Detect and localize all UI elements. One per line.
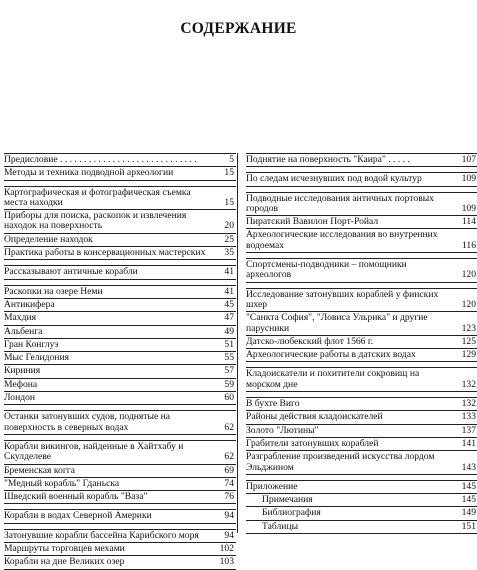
- toc-entry-page: 47: [224, 312, 234, 324]
- toc-entry-page: 62: [224, 421, 234, 433]
- toc-entry-page: 57: [224, 365, 234, 377]
- column-divider: [237, 153, 238, 533]
- toc-entry-page: 35: [224, 247, 234, 259]
- toc-left-column: [4, 153, 236, 570]
- toc-entry-page: 123: [461, 322, 476, 334]
- toc-entry-page: 55: [224, 352, 234, 364]
- toc-entry: [246, 521, 477, 534]
- toc-entry: [246, 336, 477, 349]
- toc-entry: [4, 210, 236, 234]
- toc-entry-title: Районы действия кладоискателей: [246, 411, 383, 423]
- toc-entry: [246, 312, 477, 336]
- toc-entry-title: Исследование затонувших кораблей у финских шхер: [246, 288, 439, 310]
- toc-entry-title: "Санкта София", "Ловиса Ульрика" и другие парусники: [246, 312, 428, 334]
- toc-entry-title: Грабители затонувших кораблей: [246, 437, 379, 449]
- toc-entry-title: Шведский военный корабль "Ваза": [4, 491, 148, 503]
- toc-entry-title: Примечания: [262, 494, 313, 506]
- toc-entry-title: Археологические работы в датских водах: [246, 349, 416, 361]
- toc-entry-page: 125: [461, 335, 476, 347]
- toc-entry: [246, 397, 477, 411]
- toc-entry-page: 51: [224, 338, 234, 350]
- toc-entry-page: 41: [224, 285, 234, 297]
- toc-entry-page: 109: [461, 202, 476, 214]
- toc-entry-page: 109: [461, 173, 476, 185]
- toc-entry-title: Кладоискатели и похитители сокровищ на морском дне: [246, 368, 420, 390]
- toc-entry: [4, 365, 236, 378]
- toc-entry-title: Датско-любекский флот 1566 г.: [246, 335, 374, 347]
- toc-entry-page: 76: [224, 491, 234, 503]
- toc-entry-page: 60: [224, 392, 234, 404]
- toc-entry-title: Альбенга: [4, 325, 43, 337]
- toc-entry-title: Поднятие на поверхность "Каира" . . . . .: [246, 154, 410, 165]
- toc-entry-title: Махдия: [4, 312, 37, 324]
- toc-entry-page: 149: [461, 507, 476, 519]
- toc-entry-title: Лондон: [4, 392, 36, 404]
- toc-entry-title: Мефона: [4, 378, 38, 390]
- toc-entry-title: Спортсмены-подводники – помощники археологов: [246, 259, 407, 281]
- toc-entry-page: 62: [224, 451, 234, 463]
- toc-entry-page: 103: [219, 556, 234, 568]
- toc-entry-title: Золото "Лютины": [246, 424, 319, 436]
- toc-entry-title: Приложение: [246, 480, 298, 492]
- toc-entry-page: 141: [461, 437, 476, 449]
- toc-entry: [4, 247, 236, 260]
- toc-right-column: [246, 153, 477, 534]
- toc-entry: [246, 192, 477, 217]
- toc-entry-page: 145: [461, 494, 476, 506]
- page-title: СОДЕРЖАНИЕ: [180, 20, 297, 37]
- toc-entry: [4, 167, 236, 180]
- toc-entry: [4, 478, 236, 491]
- toc-entry: [4, 379, 236, 392]
- toc-entry-page: 69: [224, 464, 234, 476]
- toc-entry-page: 94: [224, 510, 234, 522]
- toc-entry-title: Затонувшие корабли бассейна Карибского моря: [4, 529, 199, 541]
- toc-entry: [246, 507, 477, 520]
- toc-entry: [4, 234, 236, 247]
- toc-entry-title: В бухте Виго: [246, 398, 300, 410]
- toc-entry: [246, 367, 477, 392]
- toc-entry: [4, 339, 236, 352]
- toc-entry: [4, 154, 236, 167]
- toc-entry-title: Корабли на дне Великих озер: [4, 556, 125, 568]
- toc-entry: [4, 556, 236, 569]
- toc-entry-page: 132: [461, 378, 476, 390]
- toc-entry: [4, 543, 236, 556]
- toc-entry-page: 133: [461, 411, 476, 423]
- toc-entry: [4, 440, 236, 465]
- toc-entry-page: 5: [229, 154, 234, 165]
- toc-entry-title: Кириния: [4, 365, 41, 377]
- toc-entry-page: 129: [461, 349, 476, 361]
- toc-entry-page: 15: [224, 167, 234, 179]
- toc-entry-page: 137: [461, 424, 476, 436]
- toc-entry-title: "Медный корабль" Гданьска: [4, 477, 120, 489]
- toc-entry: [4, 299, 236, 312]
- toc-entry: [4, 491, 236, 504]
- toc-entry-title: Картографическая и фотографическая съемка места находки: [4, 186, 191, 208]
- toc-entry-title: Таблицы: [262, 520, 299, 532]
- toc-entry-page: 145: [461, 480, 476, 492]
- toc-entry: [246, 258, 477, 283]
- toc-entry-page: 132: [461, 398, 476, 410]
- toc-entry-page: 116: [461, 239, 476, 251]
- toc-entry-page: 45: [224, 298, 234, 310]
- toc-entry-title: Пиратский Вавилон Порт-Ройал: [246, 216, 379, 228]
- toc-entry: [246, 229, 477, 253]
- toc-entry: [246, 494, 477, 507]
- toc-entry-title: Практика работы в консервационных мастерских: [4, 247, 206, 259]
- toc-entry-title: Определение находок: [4, 233, 93, 245]
- toc-entry-page: 114: [461, 216, 476, 228]
- toc-entry: [4, 392, 236, 405]
- toc-entry: [246, 216, 477, 229]
- toc-entry-page: 120: [461, 298, 476, 310]
- toc-entry-page: 25: [224, 233, 234, 245]
- toc-entry-title: Корабли викингов, найденные в Хайтхабу и Скулделеве: [4, 440, 184, 463]
- toc-entry: [4, 326, 236, 339]
- toc-entry-page: 120: [461, 269, 476, 281]
- toc-entry: [4, 465, 236, 478]
- toc-entry-title: Приборы для поиска, раскопок и извлечения находок на поверхность: [4, 210, 187, 232]
- toc-entry-title: Мыс Гелидония: [4, 352, 69, 364]
- toc-entry-title: Методы и техника подводной археологии: [4, 167, 174, 179]
- toc-entry: [4, 285, 236, 299]
- toc-entry: [4, 186, 236, 211]
- toc-entry: [246, 451, 477, 475]
- toc-entry-title: По следам исчезнувших под водой культур: [246, 173, 422, 185]
- toc-entry-page: 41: [224, 266, 234, 278]
- toc-entry-title: Археологические исследования во внутренних водоемах: [246, 229, 438, 251]
- toc-entry: [4, 509, 236, 523]
- toc-entry-page: 143: [461, 461, 476, 473]
- toc-entry: [246, 349, 477, 362]
- toc-entry-title: Останки затонувших судов, поднятые на поверхность в северных водах: [4, 411, 171, 433]
- toc-entry: [246, 425, 477, 438]
- toc-entry-title: Рассказывают античные корабли: [4, 266, 138, 278]
- toc-entry-title: Антикифера: [4, 298, 55, 310]
- toc-entry-title: Разграбление произведений искусства лордом Эльджином: [246, 451, 435, 473]
- toc-entry-title: Бременская когга: [4, 464, 75, 476]
- toc-entry: [246, 411, 477, 424]
- toc-entry-page: 74: [224, 477, 234, 489]
- toc-entry-page: 94: [224, 529, 234, 541]
- toc-entry-title: Маршруты торговцев мехами: [4, 543, 125, 555]
- toc-entry-title: Корабли в водах Северной Америки: [4, 510, 152, 522]
- toc-entry-page: 15: [224, 196, 234, 208]
- toc-entry-title: Предисловие . . . . . . . . . . . . . . . . . . . . . . . . . . . . .: [4, 154, 197, 165]
- toc-entry-page: 49: [224, 325, 234, 337]
- toc-entry-title: Раскопки на озере Неми: [4, 285, 103, 297]
- toc-entry: [4, 410, 236, 435]
- toc-entry: [246, 172, 477, 186]
- toc-entry-title: Библиография: [262, 507, 321, 519]
- toc-entry: [4, 265, 236, 279]
- toc-entry: [246, 438, 477, 451]
- toc-entry-page: 151: [461, 520, 476, 532]
- toc-entry-page: 59: [224, 378, 234, 390]
- toc-entry-title: Гран Конглуэ: [4, 338, 59, 350]
- toc-entry-page: 102: [219, 543, 234, 555]
- toc-entry-page: 107: [461, 154, 476, 165]
- toc-entry-title: Подводные исследования античных портовых городов: [246, 192, 434, 214]
- toc-entry: [246, 288, 477, 313]
- toc-entry-page: 20: [224, 220, 234, 232]
- toc-entry: [4, 352, 236, 365]
- toc-entry: [246, 154, 477, 167]
- toc-entry: [4, 529, 236, 543]
- toc-entry: [4, 312, 236, 325]
- toc-entry: [246, 480, 477, 494]
